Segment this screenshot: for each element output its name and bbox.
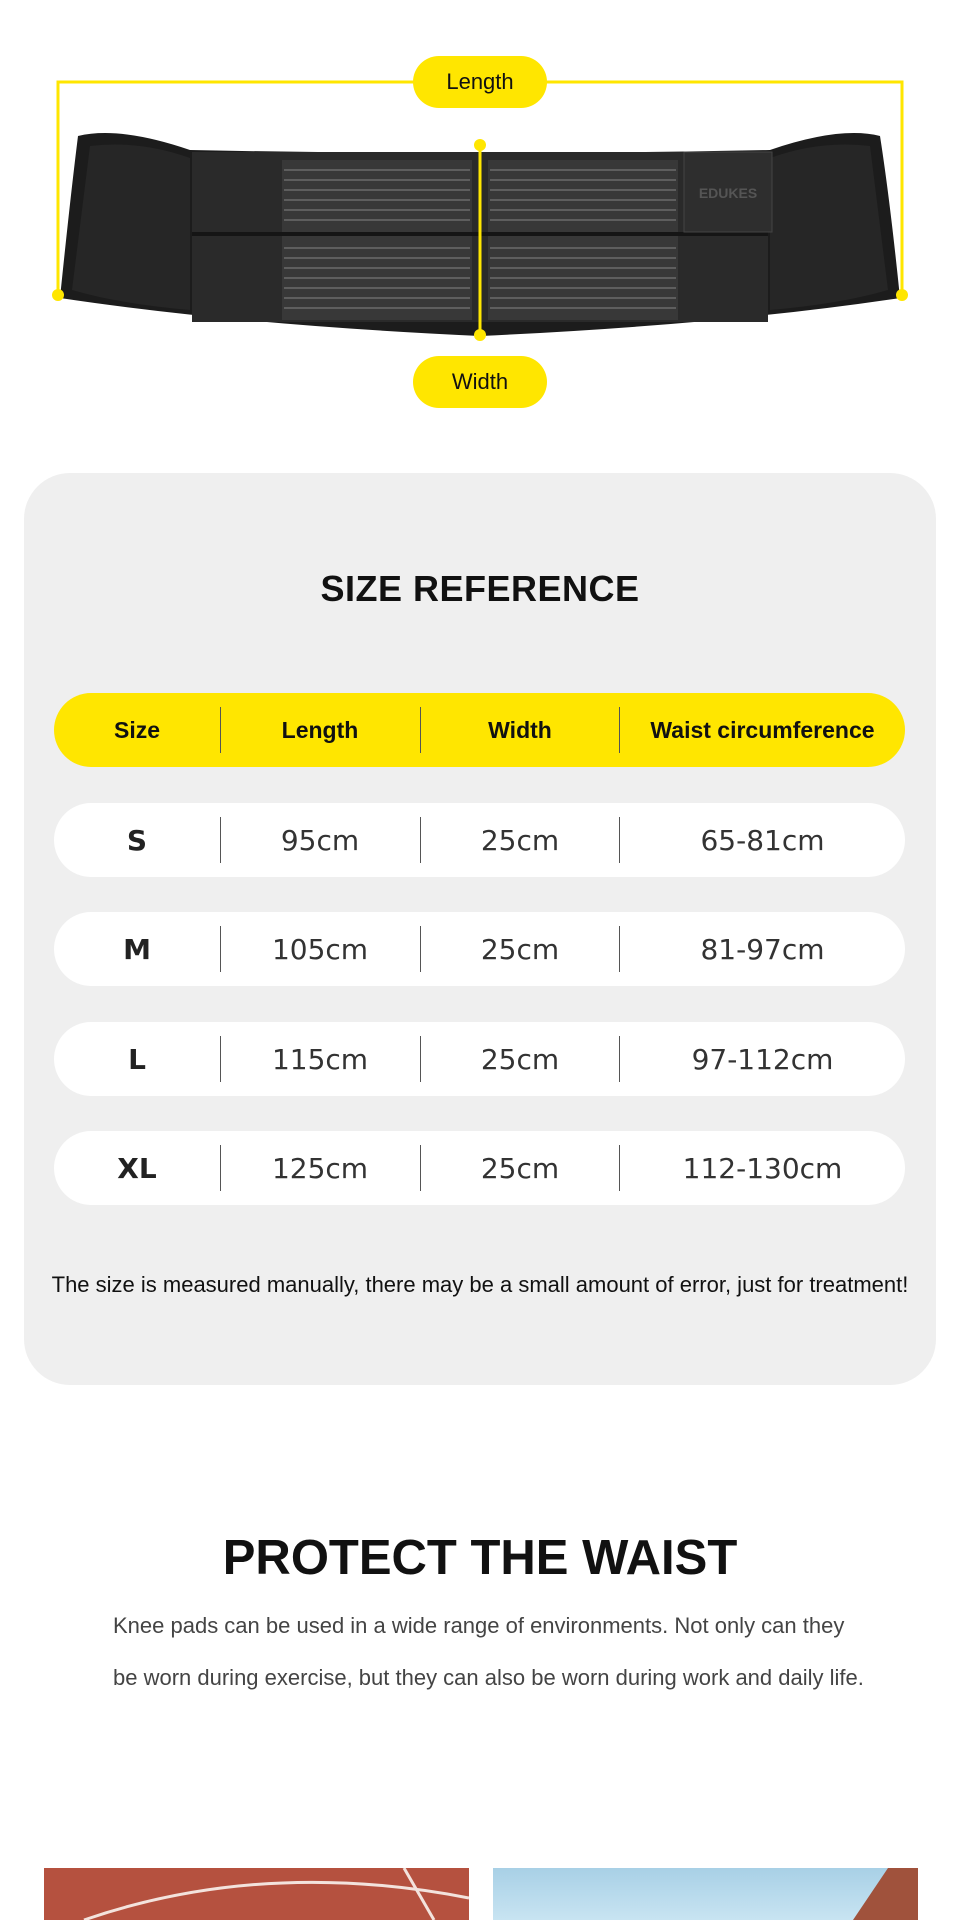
outdoor-sky-photo <box>493 1868 918 1920</box>
width-cell: 25cm <box>480 1042 560 1076</box>
width-label: Width <box>413 356 547 408</box>
length-label: Length <box>413 56 547 108</box>
waist-cell: 81-97cm <box>700 932 825 966</box>
belt-size-diagram <box>0 0 960 440</box>
protect-section-title: PROTECT THE WAIST <box>222 1531 738 1585</box>
size-cell: XL <box>117 1151 157 1185</box>
table-row <box>54 803 905 877</box>
table-row <box>54 1131 905 1205</box>
size-cell: M <box>123 932 151 966</box>
length-cell: 105cm <box>271 932 369 966</box>
header-size: Size <box>113 716 161 743</box>
protect-section-description: Knee pads can be used in a wide range of environments. Not only can they be worn during exercise, but they can also be worn during work and daily life. <box>113 1613 864 1690</box>
width-cell: 25cm <box>480 1151 560 1185</box>
length-cell: 95cm <box>280 823 360 857</box>
waist-cell: 97-112cm <box>691 1042 834 1076</box>
width-cell: 25cm <box>480 823 560 857</box>
brand-logo-text: EDUKES <box>698 185 758 201</box>
header-waist-circumference: Waist circumference <box>650 716 875 743</box>
table-row <box>54 912 905 986</box>
width-cell: 25cm <box>480 932 560 966</box>
basketball-court-photo <box>44 1868 469 1920</box>
waist-cell: 65-81cm <box>700 823 825 857</box>
size-reference-title: SIZE REFERENCE <box>320 568 640 609</box>
size-cell: S <box>126 823 148 857</box>
size-cell: L <box>128 1042 146 1076</box>
waist-cell: 112-130cm <box>682 1151 843 1185</box>
table-row <box>54 1022 905 1096</box>
header-length: Length <box>281 716 359 743</box>
size-table-header <box>54 693 905 767</box>
length-cell: 115cm <box>271 1042 369 1076</box>
length-cell: 125cm <box>271 1151 369 1185</box>
header-width: Width <box>488 716 552 743</box>
size-disclaimer-note: The size is measured manually, there may be a small amount of error, just for treatment! <box>51 1272 909 1297</box>
